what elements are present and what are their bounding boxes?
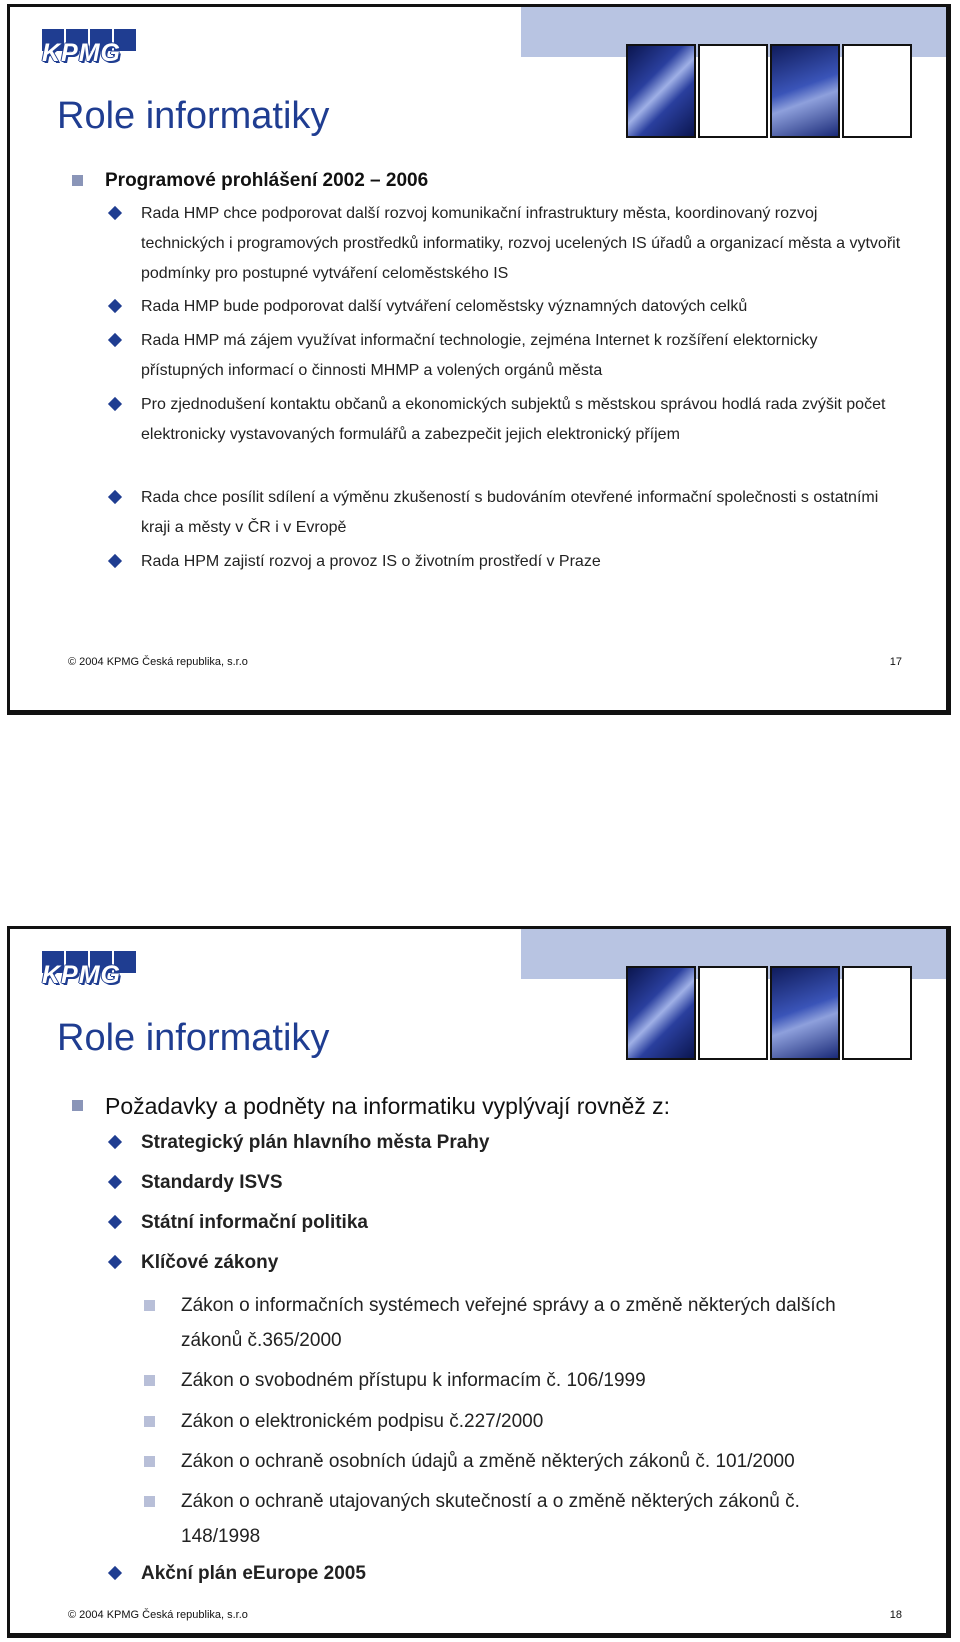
header-photos: [626, 966, 914, 1060]
photo-image: [770, 966, 840, 1060]
list-item: Rada HMP chce podporovat další rozvoj komunikační infrastruktury města, koordinovaný rozvoj technických i programových prostředků informatiky, rozvoj ucelených IS úřadů a organizací města a vytvořit podmínky pro postupné vytváření celoměstského IS: [141, 199, 901, 289]
law-item: Zákon o ochraně osobních údajů a změně některých zákonů č. 101/2000: [181, 1444, 871, 1479]
slide-title: Role informatiky: [57, 1017, 330, 1059]
kpmg-logo: KPMG: [42, 29, 138, 67]
photo-image: [770, 44, 840, 138]
square-bullet-icon: [72, 1100, 83, 1111]
section-heading: Požadavky a podněty na informatiku vyplývají rovněž z:: [105, 1093, 670, 1119]
square-bullet-icon: [144, 1416, 155, 1427]
square-bullet-icon: [144, 1300, 155, 1311]
header-photos: [626, 44, 914, 138]
page-number: 18: [889, 1609, 902, 1621]
page-number: 17: [889, 656, 902, 668]
photo-frame: [698, 966, 768, 1060]
list-item: Pro zjednodušení kontaktu občanů a ekonomických subjektů s městskou správou hodlá rada zvýšit počet elektronicky vystavovaných formulářů a zabezpečit jejich elektronický příjem: [141, 390, 901, 450]
list-item: Standardy ISVS: [141, 1168, 901, 1198]
photo-image: [626, 966, 696, 1060]
list-item: Klíčové zákony: [141, 1248, 901, 1278]
photo-frame: [842, 966, 912, 1060]
list-item: Rada chce posílit sdílení a výměnu zkušeností s budováním otevřené informační společnosti s ostatními kraji a městy v ČR i v Evropě: [141, 483, 901, 543]
diamond-bullet-icon: [108, 1175, 122, 1189]
footer-copyright: © 2004 KPMG Česká republika, s.r.o: [68, 656, 248, 668]
law-item: Zákon o informačních systémech veřejné správy a o změně některých dalších zákonů č.365/2000: [181, 1288, 871, 1358]
square-bullet-icon: [144, 1456, 155, 1467]
diamond-bullet-icon: [108, 1215, 122, 1229]
list-item: Státní informační politika: [141, 1208, 901, 1238]
diamond-bullet-icon: [108, 554, 122, 568]
diamond-bullet-icon: [108, 1566, 122, 1580]
section-heading: Programové prohlášení 2002 – 2006: [105, 170, 428, 192]
square-bullet-icon: [144, 1496, 155, 1507]
list-item: Rada HPM zajistí rozvoj a provoz IS o životním prostředí v Praze: [141, 547, 901, 577]
photo-image: [626, 44, 696, 138]
diamond-bullet-icon: [108, 397, 122, 411]
footer-copyright: © 2004 KPMG Česká republika, s.r.o: [68, 1609, 248, 1621]
slide-17: [7, 4, 951, 715]
law-item: Zákon o elektronickém podpisu č.227/2000: [181, 1404, 871, 1439]
slide-18: [7, 926, 951, 1638]
diamond-bullet-icon: [108, 299, 122, 313]
photo-frame: [842, 44, 912, 138]
diamond-bullet-icon: [108, 1135, 122, 1149]
kpmg-logo: KPMG: [42, 951, 138, 989]
law-item: Zákon o svobodném přístupu k informacím č. 106/1999: [181, 1363, 871, 1398]
diamond-bullet-icon: [108, 490, 122, 504]
square-bullet-icon: [144, 1375, 155, 1386]
slide-title: Role informatiky: [57, 95, 330, 137]
photo-frame: [698, 44, 768, 138]
diamond-bullet-icon: [108, 206, 122, 220]
square-bullet-icon: [72, 175, 83, 186]
list-item: Rada HMP bude podporovat další vytváření celoměstsky významných datových celků: [141, 292, 901, 322]
list-item: Akční plán eEurope 2005: [141, 1559, 901, 1589]
diamond-bullet-icon: [108, 333, 122, 347]
law-item: Zákon o ochraně utajovaných skutečností a o změně některých zákonů č. 148/1998: [181, 1484, 871, 1554]
diamond-bullet-icon: [108, 1255, 122, 1269]
list-item: Strategický plán hlavního města Prahy: [141, 1128, 901, 1158]
list-item: Rada HMP má zájem využívat informační technologie, zejména Internet k rozšíření elektornicky přístupných informací o činnosti MHMP a volených orgánů města: [141, 326, 901, 386]
